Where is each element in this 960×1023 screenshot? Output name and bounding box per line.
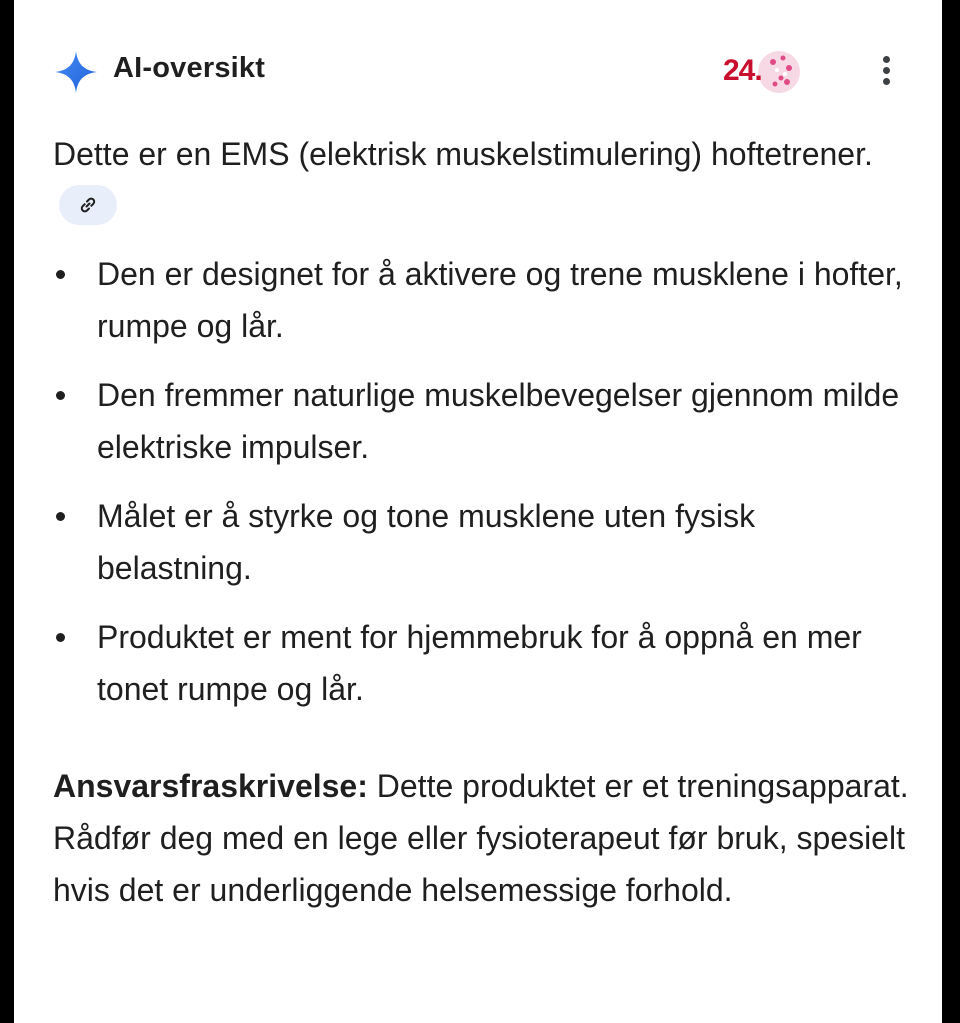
bullet-item — [53, 248, 913, 352]
source-link-chip[interactable] — [59, 185, 117, 225]
disclaimer-label: Ansvarsfraskrivelse: — [53, 768, 368, 804]
intro-paragraph — [53, 128, 913, 232]
summary-bullet-list — [53, 248, 913, 732]
bullet-item — [53, 369, 913, 473]
more-options-button[interactable] — [874, 56, 898, 92]
bullet-dot — [56, 512, 65, 521]
more-vert-icon-dot — [883, 67, 890, 74]
bullet-item — [53, 490, 913, 594]
disclaimer-text: Dette produktet er et treningsapparat. Rådfør deg med en lege eller fysioterapeut før bruk, spesielt hvis det er underliggende helsemessige forhold. — [53, 768, 909, 908]
ai-overview-title: AI-oversikt — [113, 52, 266, 84]
bullet-item — [53, 611, 913, 715]
more-vert-icon-dot — [883, 78, 890, 85]
gemini-spark-icon — [54, 50, 98, 94]
bullet-text: Målet er å styrke og tone musklene uten fysisk belastning. — [97, 498, 756, 586]
bullet-text: Den fremmer naturlige muskelbevegelser gjennom milde elektriske impulser. — [97, 377, 900, 465]
bullet-dot — [56, 270, 65, 279]
more-vert-icon-dot — [883, 56, 890, 63]
doodle-badge[interactable] — [719, 48, 803, 96]
intro-text: Dette er en EMS (elektrisk muskelstimulering) hoftetrener. — [53, 136, 873, 172]
link-icon — [78, 195, 98, 215]
disclaimer-paragraph — [53, 760, 913, 916]
bullet-dot — [56, 633, 65, 642]
ai-overview-header — [14, 0, 942, 140]
bullet-text: Produktet er ment for hjemmebruk for å oppnå en mer tonet rumpe og lår. — [97, 619, 862, 707]
ai-overview-card — [14, 0, 942, 1023]
bullet-dot — [56, 391, 65, 400]
doodle-badge-text: 24. — [723, 54, 762, 87]
bullet-text: Den er designet for å aktivere og trene musklene i hofter, rumpe og lår. — [97, 256, 903, 344]
